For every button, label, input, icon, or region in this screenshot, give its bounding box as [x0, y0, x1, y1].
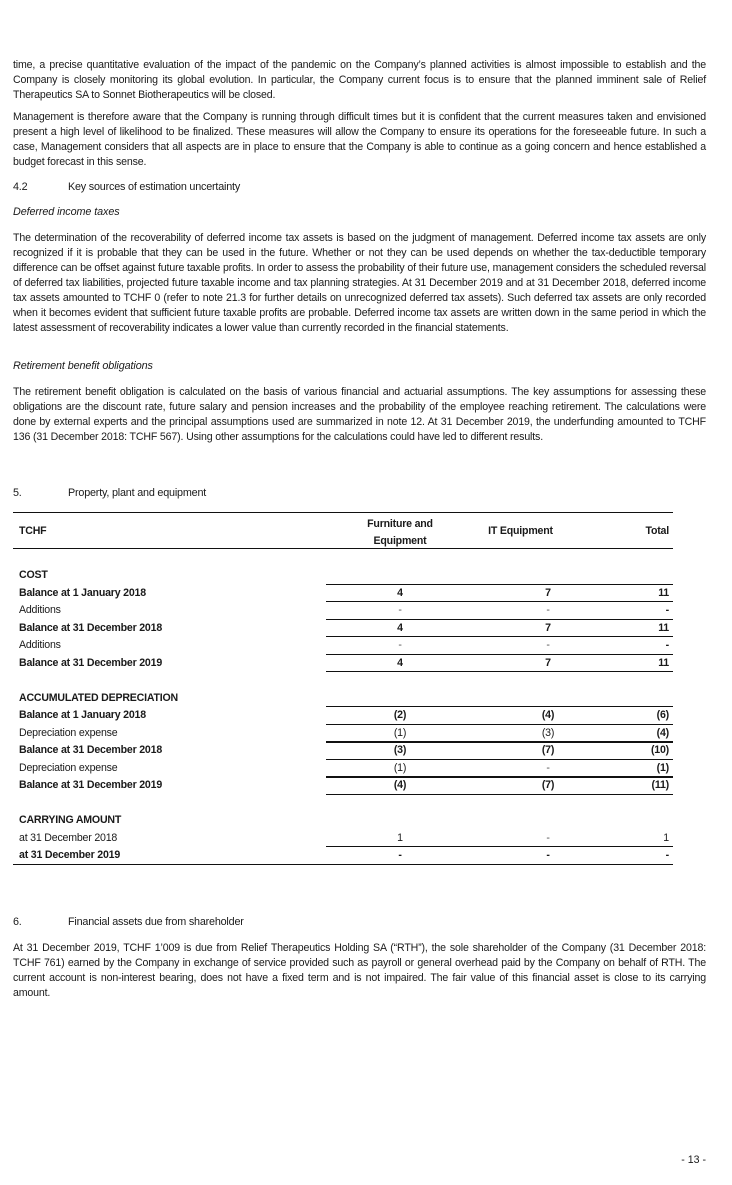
cell-total: (6): [656, 709, 669, 721]
row-label: Balance at 31 December 2018: [19, 622, 163, 634]
rule: [326, 671, 673, 672]
row-label: Balance at 31 December 2019: [19, 657, 163, 669]
rule: [326, 584, 673, 585]
cell-total: (4): [656, 727, 669, 739]
section-number: 5.: [13, 487, 22, 499]
cell-furniture: 1: [397, 832, 403, 844]
cost-section-title: COST: [19, 569, 48, 581]
rule: [326, 846, 673, 847]
row-label: Additions: [19, 639, 61, 651]
table-bottom-rule: [13, 864, 673, 865]
intro-paragraph-2: Management is therefore aware that the Company is running through difficult times but it is confident that the current measures taken and envisioned present a high level of likelihood to be finalized. These measures will allow the Company to ensure its operations for the foreseeable future. In such a case, Management considers that all aspects are in place to ensure that the Company is able to continue as a going concern and hence established a budget forecast in this sense.: [13, 111, 706, 168]
section-title: Property, plant and equipment: [68, 487, 207, 499]
cell-it: -: [546, 604, 550, 616]
deferred-income-taxes-subheading: Deferred income taxes: [13, 206, 120, 218]
rule: [326, 636, 673, 637]
retirement-benefit-text: The retirement benefit obligation is calculated on the basis of various financial and actuarial assumptions. The key assumptions for assessing these obligations are the discount rate, future salary and pension increases and the probability of the employee reaching retirement. The calculations were done by external experts and the principal assumptions used are summarized in note 12. At 31 December 2019, the underfunding amounted to TCHF 136 (31 December 2018: TCHF 567). Using other assumptions for the calculations could have led to different results.: [13, 386, 706, 443]
rule: [326, 759, 673, 760]
cell-furniture: -: [398, 849, 402, 861]
cell-furniture: (1): [393, 762, 407, 774]
cell-it: 7: [545, 587, 551, 599]
section-6-text: At 31 December 2019, TCHF 1’009 is due from Relief Therapeutics Holding SA (“RTH”), the sole shareholder of the Company (31 December 2018: TCHF 761) earned by the Company in exchange of service provided such as payroll or general overhead paid by the Company on behalf of RTH. The current account is non-interest bearing, does not have a fixed term and is not impaired. The fair value of this financial asset is close to its carrying amount.: [13, 942, 706, 999]
carrying-section-title: CARRYING AMOUNT: [19, 814, 122, 826]
row-label: Depreciation expense: [19, 762, 118, 774]
rule: [326, 706, 673, 707]
cell-it: (7): [541, 744, 555, 756]
row-label: Balance at 1 January 2018: [19, 587, 146, 599]
table-top-rule: [13, 512, 673, 513]
row-label: Balance at 1 January 2018: [19, 709, 146, 721]
intro-paragraph-1: time, a precise quantitative evaluation of the impact of the pandemic on the Company’s planned activities is almost impossible to establish and the Company is closely monitoring its global evolution. In particular, the Company current focus is to ensure that the planned imminent sale of Relief Therapeutics SA to Sonnet Biotherapeutics will be closed.: [13, 59, 706, 101]
page-number: - 13 -: [681, 1154, 706, 1166]
section-title: Key sources of estimation uncertainty: [68, 181, 241, 193]
cell-furniture: (4): [393, 779, 407, 791]
rule: [326, 619, 673, 620]
section-number: 6.: [13, 916, 22, 928]
header-it-equipment: IT Equipment: [488, 525, 553, 537]
rule: [326, 724, 673, 725]
cell-total: (10): [650, 744, 669, 756]
row-label: Depreciation expense: [19, 727, 118, 739]
header-furniture-equipment: [360, 516, 440, 550]
header-total: Total: [645, 525, 669, 537]
rule-thick: [326, 741, 673, 743]
cell-it: 7: [545, 657, 551, 669]
row-label: Balance at 31 December 2018: [19, 744, 163, 756]
cell-total: -: [665, 639, 669, 651]
cell-it: -: [546, 639, 550, 651]
rule: [326, 794, 673, 795]
cell-furniture: (1): [393, 727, 407, 739]
depreciation-section-title: ACCUMULATED DEPRECIATION: [19, 692, 179, 704]
rule-thick: [326, 776, 673, 778]
cell-furniture: (2): [393, 709, 407, 721]
cell-furniture: 4: [397, 657, 403, 669]
rule: [326, 601, 673, 602]
cell-furniture: 4: [397, 622, 403, 634]
cell-furniture: -: [398, 639, 402, 651]
cell-total: -: [665, 849, 669, 861]
retirement-benefit-subheading: Retirement benefit obligations: [13, 360, 153, 372]
row-label: at 31 December 2019: [19, 849, 121, 861]
cell-furniture: 4: [397, 587, 403, 599]
section-4-2-heading: [13, 181, 240, 193]
section-6-heading: [13, 916, 244, 928]
cell-total: -: [665, 604, 669, 616]
cell-it: -: [546, 832, 550, 844]
rule: [326, 654, 673, 655]
cell-total: 11: [658, 657, 669, 669]
cell-total: 11: [658, 587, 669, 599]
cell-it: (7): [541, 779, 555, 791]
cell-furniture: (3): [393, 744, 407, 756]
cell-it: (3): [541, 727, 555, 739]
header-tchf: TCHF: [19, 525, 47, 537]
row-label: Balance at 31 December 2019: [19, 779, 163, 791]
section-5-heading: [13, 487, 206, 499]
cell-total: (11): [651, 779, 669, 791]
section-number: 4.2: [13, 181, 28, 193]
deferred-income-taxes-text: The determination of the recoverability of deferred income tax assets is based on the judgment of management. Deferred income tax assets are only recognized if it is probable that they can be used in the future. Whether or not they can be used depends on whether the tax-deductible temporary difference can be offset against future taxable profits. In order to assess the probability of their future use, management considers the scheduled reversal of deferred tax liabilities, projected future taxable income and tax planning strategies. At 31 December 2019 and at 31 December 2018, deferred income tax assets amounted to TCHF 0 (refer to note 21.3 for further details on unrecognized deferred tax assets). Such deferred tax assets are only recorded when it becomes evident that sufficient future taxable profits are probable. Deferred income tax assets are written down in the same period in which the latest assessment of recoverability indicates a lower value than currently recorded in the financial statements.: [13, 232, 706, 334]
cell-total: 1: [663, 832, 669, 844]
cell-it: -: [546, 762, 550, 774]
row-label: at 31 December 2018: [19, 832, 118, 844]
cell-it: -: [546, 849, 550, 861]
header-bottom-rule: [13, 548, 673, 549]
header-col1-line1: Furniture and: [367, 518, 433, 530]
cell-it: 7: [545, 622, 551, 634]
cell-total: 11: [658, 622, 669, 634]
section-title: Financial assets due from shareholder: [68, 916, 244, 928]
cell-it: (4): [541, 709, 555, 721]
header-col1-line2: Equipment: [373, 535, 427, 547]
cell-furniture: -: [398, 604, 402, 616]
cell-total: (1): [656, 762, 669, 774]
row-label: Additions: [19, 604, 61, 616]
